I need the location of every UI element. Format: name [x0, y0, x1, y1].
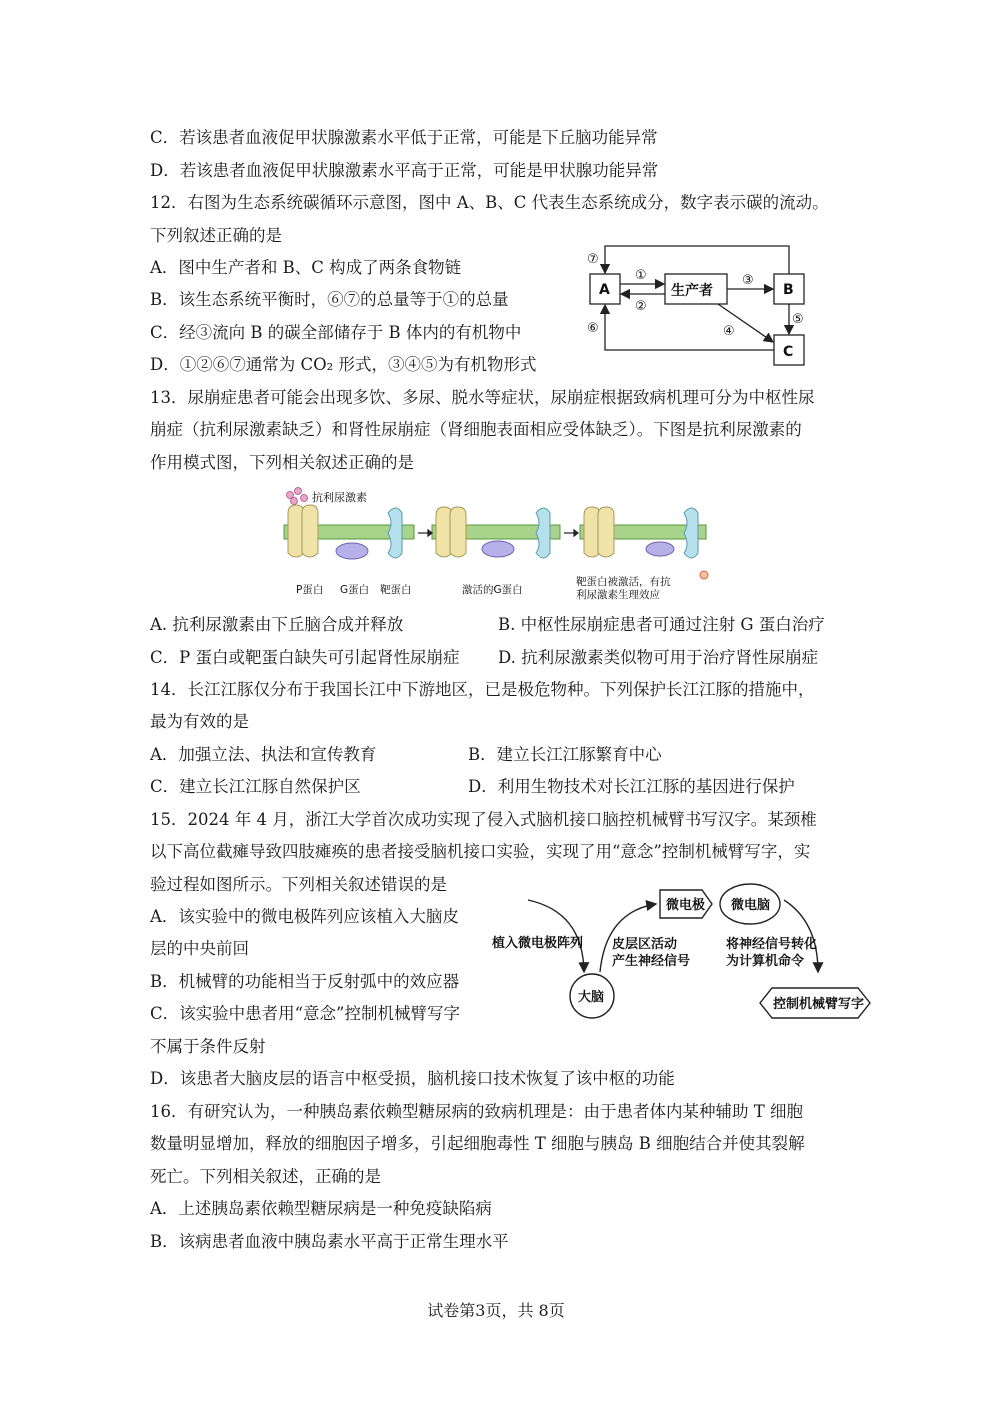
q14-option-c: C．建立长江江豚自然保护区 [150, 777, 361, 796]
q11-option-c: C．若该患者血液促甲状腺激素水平低于正常，可能是下丘脑功能异常 [150, 128, 658, 147]
q16-stem: 16．有研究认为，一种胰岛素依赖型糖尿病的致病机理是：由于患者体内某种辅助 T 细胞 [150, 1102, 803, 1121]
convert-label-2: 为计算机命令 [726, 954, 805, 969]
q12-stem-cont: 下列叙述正确的是 [150, 226, 282, 245]
q15-option-c: C．该实验中患者用“意念”控制机械臂写字 [150, 1004, 460, 1023]
q15-option-d: D．该患者大脑皮层的语言中枢受损，脑机接口技术恢复了该中枢的功能 [150, 1069, 675, 1088]
activated-g-label: 激活的G蛋白 [462, 584, 523, 596]
flow-4-label: ④ [723, 324, 735, 339]
flow-2-label: ② [635, 299, 647, 314]
node-producer-label: 生产者 [671, 283, 713, 299]
node-b-label: B [783, 282, 794, 298]
q12-stem: 12．右图为生态系统碳循环示意图，图中 A、B、C 代表生态系统成分，数字表示碳的流动。 [150, 193, 829, 212]
flow-6-label: ⑥ [587, 321, 599, 336]
hormone-label: 抗利尿激素 [312, 491, 367, 504]
q13-option-b: B. 中枢性尿崩症患者可通过注射 G 蛋白治疗 [498, 615, 825, 634]
q14-stem: 14．长江江豚仅分布于我国长江中下游地区，已是极危物种。下列保护长江江豚的措施中， [150, 680, 815, 699]
q12-option-c: C．经③流向 B 的碳全部储存于 B 体内的有机物中 [150, 323, 522, 342]
convert-label-1: 将神经信号转化 [726, 937, 818, 952]
activated-target-label-1: 靶蛋白被激活，有抗 [576, 576, 671, 588]
q11-option-d: D．若该患者血液促甲状腺激素水平高于正常，可能是甲状腺功能异常 [150, 161, 659, 180]
activated-target-label-2: 利尿激素生理效应 [576, 589, 660, 601]
q12-option-a: A．图中生产者和 B、C 构成了两条食物链 [150, 258, 462, 277]
p-protein-label: P蛋白 [296, 584, 324, 596]
q14-stem-cont: 最为有效的是 [150, 712, 249, 731]
q14-option-b: B．建立长江江豚繁育中心 [468, 745, 662, 764]
q13-stem-cont: 崩症（抗利尿激素缺乏）和肾性尿崩症（肾细胞表面相应受体缺乏）。下图是抗利尿激素的 [150, 420, 802, 439]
q15-option-b: B．机械臂的功能相当于反射弧中的效应器 [150, 972, 460, 991]
q15-option-c-cont: 不属于条件反射 [150, 1037, 266, 1056]
electrode-label: 微电极 [666, 898, 706, 913]
flow-3-label: ③ [742, 273, 754, 288]
q16-stem-cont2: 死亡。下列相关叙述，正确的是 [150, 1167, 381, 1186]
flow-5-label: ⑤ [792, 312, 804, 327]
q16-stem-cont: 数量明显增加，释放的细胞因子增多，引起细胞毒性 T 细胞与胰岛 B 细胞结合并使其裂解 [150, 1134, 805, 1153]
flow-7-label: ⑦ [587, 252, 599, 267]
carbon-cycle-diagram [578, 238, 828, 368]
q13-option-d: D. 抗利尿激素类似物可用于治疗肾性尿崩症 [498, 648, 819, 667]
q13-option-c: C．P 蛋白或靶蛋白缺失可引起肾性尿崩症 [150, 648, 460, 667]
brain-computer-interface-diagram [488, 872, 878, 1032]
implant-label: 植入微电极阵列 [492, 936, 584, 951]
node-c-label: C [783, 344, 794, 360]
adh-mechanism-diagram [280, 485, 720, 605]
q15-option-a-cont: 层的中央前回 [150, 939, 249, 958]
q16-option-a: A．上述胰岛素依赖型糖尿病是一种免疫缺陷病 [150, 1199, 492, 1218]
q13-stem-cont2: 作用模式图，下列相关叙述正确的是 [150, 453, 414, 472]
q16-option-b: B．该病患者血液中胰岛素水平高于正常生理水平 [150, 1232, 509, 1251]
q15-stem: 15．2024 年 4 月，浙江大学首次成功实现了侵入式脑机接口脑控机械臂书写汉字。某颈椎 [150, 810, 817, 829]
flow-1-label: ① [635, 268, 647, 283]
brain-label: 大脑 [578, 990, 605, 1005]
target-protein-label: 靶蛋白 [380, 584, 412, 596]
q13-stem: 13．尿崩症患者可能会出现多饮、多尿、脱水等症状，尿崩症根据致病机理可分为中枢性尿 [150, 388, 815, 407]
q14-option-a: A．加强立法、执法和宣传教育 [150, 745, 377, 764]
q12-option-b: B．该生态系统平衡时，⑥⑦的总量等于①的总量 [150, 290, 509, 309]
q14-option-d: D．利用生物技术对长江江豚的基因进行保护 [468, 777, 795, 796]
node-a-label: A [599, 282, 610, 298]
control-label: 控制机械臂写字 [773, 997, 865, 1012]
q15-stem-cont: 以下高位截瘫导致四肢瘫痪的患者接受脑机接口实验，实现了用“意念”控制机械臂写字，实 [150, 842, 811, 861]
page-footer: 试卷第3页，共 8页 [427, 1301, 565, 1320]
cortex-label-1: 皮层区活动 [612, 937, 678, 952]
q15-stem-cont2: 验过程如图所示。下列相关叙述错误的是 [150, 875, 447, 894]
g-protein-label: G蛋白 [340, 584, 370, 596]
computer-label: 微电脑 [731, 898, 771, 913]
q15-option-a: A．该实验中的微电极阵列应该植入大脑皮 [150, 907, 459, 926]
q12-option-d: D．①②⑥⑦通常为 CO₂ 形式，③④⑤为有机物形式 [150, 355, 537, 374]
cortex-label-2: 产生神经信号 [612, 954, 691, 969]
q13-option-a: A. 抗利尿激素由下丘脑合成并释放 [150, 615, 404, 634]
